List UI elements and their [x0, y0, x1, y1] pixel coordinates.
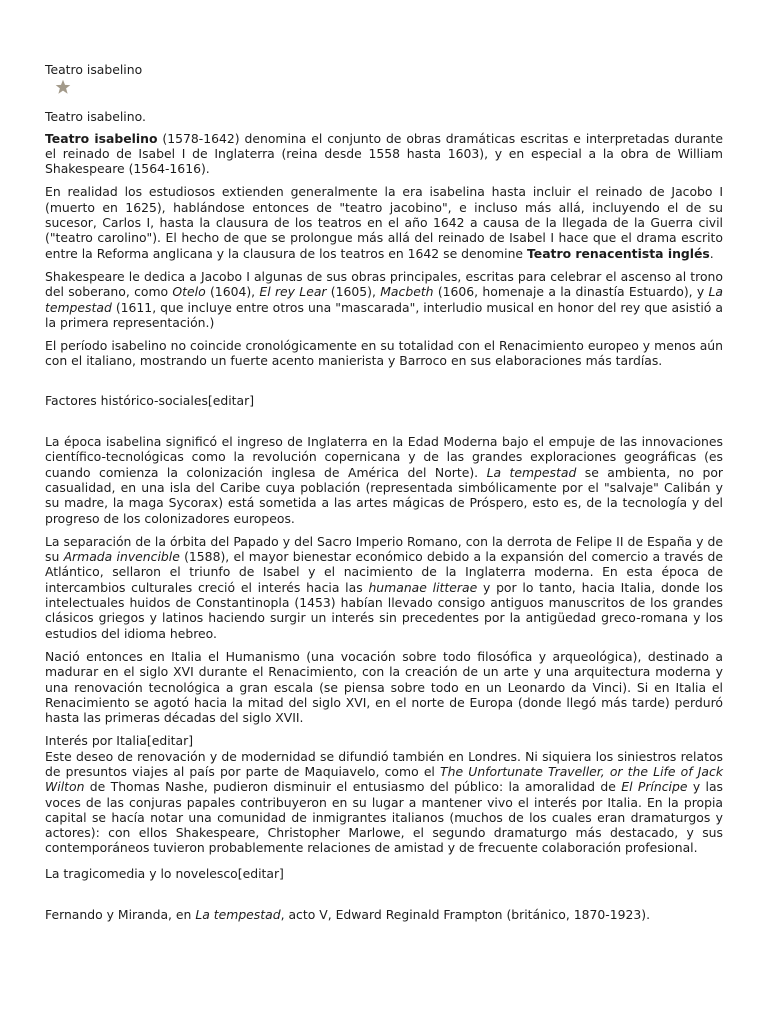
intro-paragraph-1: Teatro isabelino (1578-1642) denomina el conjunto de obras dramáticas escritas e interpretadas durante el reinado de Isabel I de Inglaterra (reina desde 1558 hasta 1603), y en especial a la obra de William Shakespeare (1564-1616). — [45, 130, 724, 177]
factores-paragraph-3: Nació entonces en Italia el Humanismo (una vocación sobre todo filosófica y arqueológica), destinado a madurar en el siglo XVI durante el Renacimiento, con la creación de un arte y una arquitectura moderna y una renovación tecnológica a gran escala (se piensa sobre todo en un Leonardo da Vinci). Si en Italia el Renacimiento se agotó hacia la mitad del siglo XVI, en el norte de Europa (donde llegó más tarde) perduró hasta las primeras décadas del siglo XVII. — [45, 648, 723, 726]
work-title: La tempestad — [195, 907, 281, 923]
factores-paragraph-2: La separación de la órbita del Papado y del Sacro Imperio Romano, con la derrota de Felipe II de España y de su Armada invencible (1588), el mayor bienestar económico debido a la expansión del comercio a través de Atlántico, sellaron el triunfo de Isabel y el nacimiento de la Inglaterra moderna. En esta época de intercambios culturales creció el interés hacia las humanae litterae y por lo tanto, hacia Italia, donde los intelectuales huidos de Constantinopla (1453) habían llevado consigo antiguos manuscritos de los grandes clásicos griegos y latinos haciendo surgir un interés sin precedentes por la antigüedad greco-romana y los estudios del idioma hebreo. — [45, 533, 724, 641]
italic-term: Armada invencible — [63, 549, 180, 565]
section-heading-tragicomedia: La tragicomedia y lo novelesco[editar] — [45, 865, 284, 881]
italia-paragraph-1: Este deseo de renovación y de modernidad se difundió también en Londres. Ni siquiera los siniestros relatos de presuntos viajes al país por parte de Maquiavelo, como el The Unfortunate Traveller, or the Life of Jack Wilton de Thomas Nashe, pudieron disminuir el entusiasmo del público: la amoralidad de El Príncipe y las voces de las conjuras papales contribuyeron en su lugar a mantener vivo el interés por Italia. En la propia capital se hacía notar una comunidad de inmigrantes italianos (muchos de los cuales eran dramaturgos y actores): con ellos Shakespeare, Christopher Marlowe, el segundo dramaturgo más destacado, y sus contemporáneos tuvieron probablemente relaciones de amistad y de frecuente colaboración profesional. — [45, 748, 723, 856]
intro-paragraph-3: Shakespeare le dedica a Jacobo I algunas de sus obras principales, escritas para celebrar el ascenso al trono del soberano, como Otelo (1604), El rey Lear (1605), Macbeth (1606, homenaje a la dinastía Estuardo), y La tempestad (1611, que incluye entre otros una "mascarada", interludio musical en honor del rey que asistió a la primera representación.) — [45, 268, 723, 330]
intro-paragraph-2: En realidad los estudiosos extienden generalmente la era isabelina hasta incluir el reinado de Jacobo I (muerto en 1625), hablándose entonces de "teatro jacobino", e incluso más allá, incluyendo el de su sucesor, Carlos I, hasta la clausura de los teatros en el año 1642 a causa de la llegada de la Guerra civil ("teatro carolino"). El hecho de que se prolongue más allá del reinado de Isabel I hace que el drama escrito entre la Reforma anglicana y la clausura de los teatros en 1642 se denomine Teatro renacentista inglés. — [45, 184, 723, 261]
figure-caption: Fernando y Miranda, en La tempestad, acto V, Edward Reginald Frampton (británico, 1870-1923). — [45, 907, 651, 923]
work-title: La tempestad — [45, 284, 723, 315]
star-icon — [55, 79, 71, 95]
work-title: The Unfortunate Traveller, or the Life of Jack Wilton — [45, 763, 723, 795]
intro-paragraph-4: El período isabelino no coincide cronológicamente en su totalidad con el Renacimiento europeo y menos aún con el italiano, mostrando un fuerte acento manierista y Barroco en sus elaboraciones más tardías. — [45, 338, 723, 369]
document-page — [45, 62, 723, 922]
section-heading-italia: Interés por Italia[editar] — [45, 733, 194, 749]
work-title: Macbeth — [380, 284, 434, 300]
section-heading-factores: Factores histórico-sociales[editar] — [45, 392, 255, 408]
work-title: La tempestad — [486, 464, 577, 480]
document-title: Teatro isabelino — [45, 62, 143, 77]
work-title: El Príncipe — [621, 779, 688, 795]
work-title: Otelo — [172, 284, 206, 300]
italic-term: humanae litterae — [368, 579, 478, 595]
factores-paragraph-1: La época isabelina significó el ingreso de Inglaterra en la Edad Moderna bajo el empuje de las innovaciones científico-tecnológicas como la revolución copernicana y de las grandes exploraciones geográficas (es cuando comienza la colonización inglesa de América del Norte). La tempestad se ambienta, no por casualidad, en una isla del Caribe cuya población (representada simbólicamente por el "salvaje" Calibán y su madre, la maga Sycorax) está sometida a las artes mágicas de Próspero, esto es, de la tecnología y del progreso de los colonizadores europeos. — [45, 434, 723, 526]
document-subtitle: Teatro isabelino. — [45, 109, 146, 125]
term-bold: Teatro renacentista inglés — [526, 245, 710, 261]
work-title: El rey Lear — [259, 284, 327, 300]
term-bold: Teatro isabelino — [45, 130, 158, 146]
star-shape — [56, 80, 71, 94]
